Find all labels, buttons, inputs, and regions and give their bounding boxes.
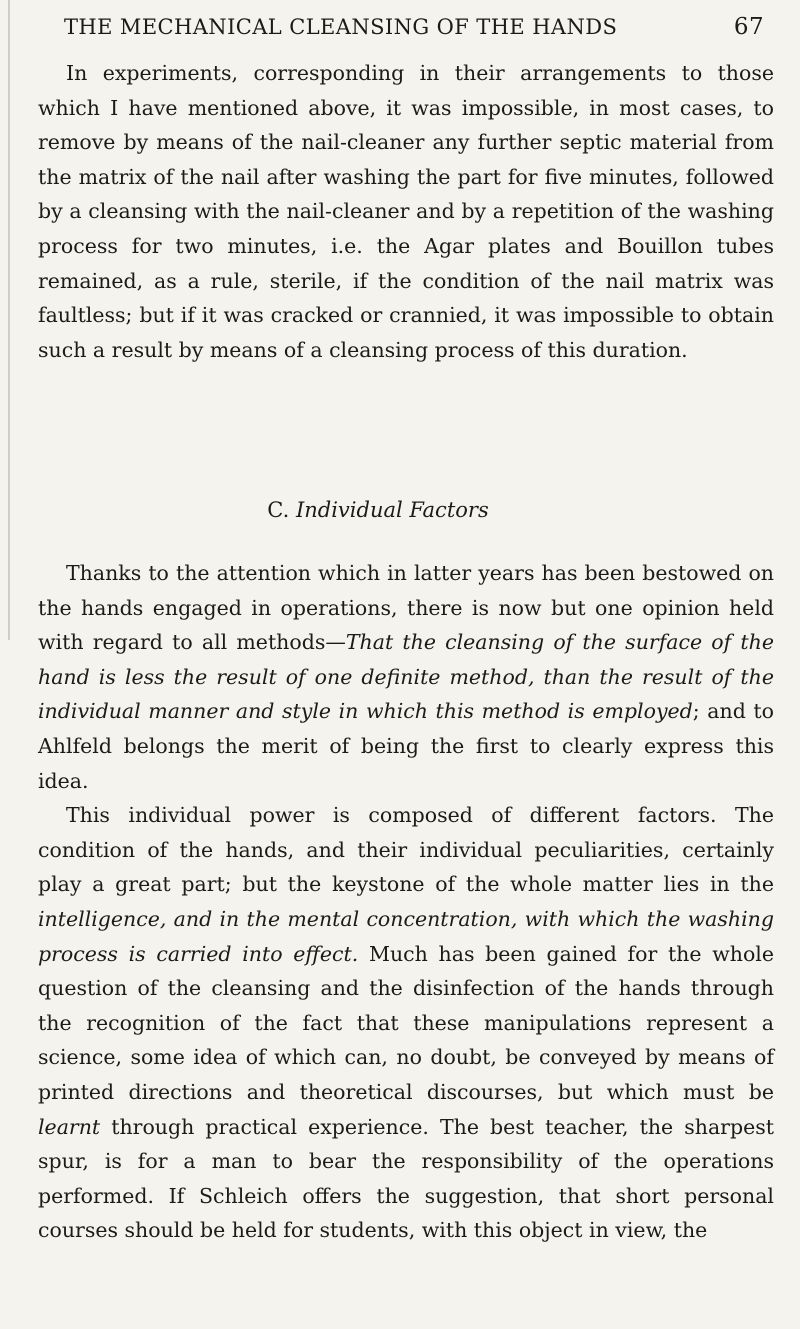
paragraph [38, 798, 774, 1248]
text-run: Much has been gained for the whole question of the cleansing and the disinfection of the hands through the recognition of the fact that these manipulations represent a science, some idea of which can, no doubt, be conveyed by means of printed directions and theoretical discourses, but which must be [38, 941, 774, 1104]
italic-run: That the cleansing of the surface of the hand is less the result of one definite method, than the result of the individual manner and style in which this method is employed [38, 630, 774, 724]
section-title: Individual Factors [295, 498, 489, 522]
italic-run: intelligence, and in the mental concentration, with which the washing process is carried into effect. [38, 906, 774, 966]
paragraph: In experiments, corresponding in their arrangements to those which I have mentioned above, it was impossible, in most cases, to remove by means of the nail-cleaner any further septic material from the matrix of the nail after washing the part for five minutes, followed by a cleansing with the nail-cleaner and by a repetition of the washing process for two minutes, i.e. the Agar plates and Bouillon tubes remained, as a rule, sterile, if the condition of the nail matrix was faultless; but if it was cracked or crannied, it was impossible to obtain such a result by means of a cleansing process of this duration. [38, 61, 774, 362]
text-run: This individual power is composed of different factors. The condition of the hands, and their individual peculiarities, certainly play a great part; but the keystone of the whole matter lies in the [38, 803, 774, 897]
text-run: through practical experience. The best teacher, the sharpest spur, is for a man to bear the responsibility of the operations performed. If Schleich offers the suggestion, that short personal courses should be held for students, with this object in view, the [38, 1114, 774, 1243]
section-letter: C. [267, 498, 290, 522]
page-number: 67 [733, 14, 764, 40]
section-text-1 [38, 56, 774, 367]
text-run: Thanks to the attention which in latter years has been bestowed on the hands engaged in operations, there is now but one opinion held with regard to all methods— [38, 561, 774, 655]
running-head [38, 14, 764, 48]
section-text-2 [38, 556, 774, 1248]
italic-run: learnt [38, 1114, 101, 1139]
text-run: ; and to Ahlfeld belongs the merit of being the first to clearly express this idea. [38, 699, 774, 793]
binding-edge [8, 0, 10, 640]
paragraph [38, 556, 774, 798]
running-head-title: THE MECHANICAL CLEANSING OF THE HANDS [64, 15, 618, 39]
section-heading [38, 498, 718, 522]
